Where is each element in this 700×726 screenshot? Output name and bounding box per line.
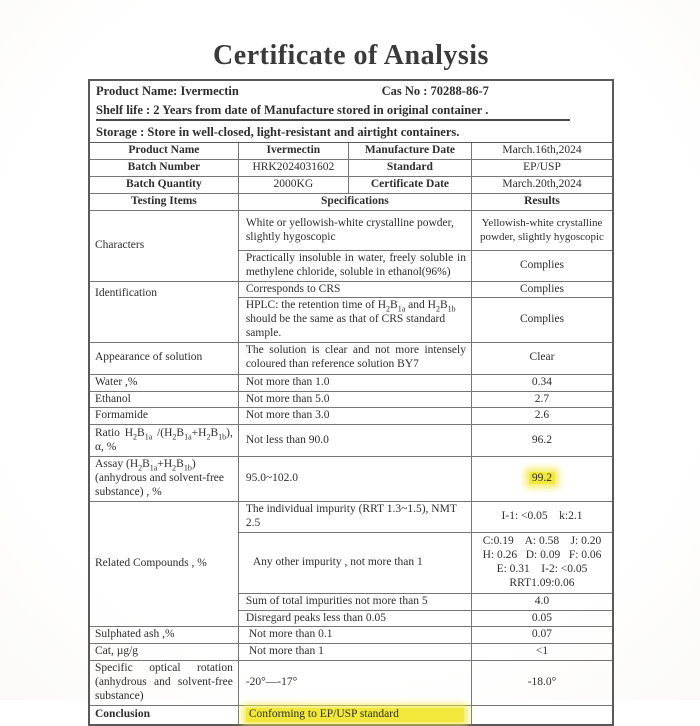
- shelf-life-cell: [89, 101, 613, 123]
- table-row: [89, 408, 613, 425]
- spec-cell: Practically insoluble in water, freely soluble in methylene chloride, soluble in ethanol(96%): [238, 251, 471, 282]
- result-cell: -18.0°: [471, 660, 613, 705]
- item-cell-conclusion: Conclusion: [89, 705, 238, 725]
- info-label: Certificate Date: [348, 177, 471, 194]
- top-product-name: Product Name: Ivermectin: [96, 83, 239, 98]
- conclusion-result-cell: [471, 705, 613, 725]
- info-value: EP/USP: [471, 160, 613, 177]
- product-cas-cell: [89, 80, 613, 101]
- result-cell: I-1: <0.05 k:2.1: [471, 502, 613, 533]
- table-row: [89, 425, 613, 457]
- spec-cell: Corresponds to CRS: [238, 281, 471, 298]
- certificate-table: [88, 79, 614, 726]
- info-value: Ivermectin: [238, 143, 348, 160]
- result-cell: 2.6: [471, 408, 613, 425]
- spec-cell: HPLC: the retention time of $H_2B_{1a}$ and $H_2B_{1b}$ should be the same as that of CRS standard sample.: [238, 298, 471, 342]
- spec-cell: Not more than 3.0: [238, 408, 471, 425]
- spec-cell: 95.0~102.0: [238, 457, 471, 502]
- spec-cell: -20°—-17°: [238, 660, 471, 705]
- result-cell: 0.05: [471, 610, 613, 627]
- table-row: [89, 374, 613, 391]
- column-header-testing-items: Testing Items: [89, 194, 238, 211]
- top-cas-no: Cas No : 70288-86-7: [381, 83, 489, 98]
- result-cell: Complies: [471, 251, 613, 282]
- item-cell-formamide: Formamide: [89, 408, 238, 425]
- info-value: March.20th,2024: [471, 177, 613, 194]
- table-row: [89, 342, 613, 374]
- shelf-life-text: Shelf life : 2 Years from date of Manufacture stored in original container .: [96, 103, 570, 121]
- table-row: [89, 391, 613, 408]
- highlighted-assay-result: 99.2: [529, 472, 555, 484]
- table-row: [89, 457, 613, 502]
- info-label: Manufacture Date: [348, 143, 471, 160]
- spec-cell: The individual impurity (RRT 1.3~1.5), NMT 2.5: [238, 502, 471, 533]
- table-row: [89, 660, 613, 705]
- result-cell: 4.0: [471, 593, 613, 610]
- result-cell: 0.34: [471, 374, 613, 391]
- page-title: Certificate of Analysis: [213, 40, 489, 71]
- info-label: Standard: [348, 160, 471, 177]
- result-cell: [471, 532, 613, 593]
- result-cell: Complies: [471, 281, 613, 298]
- result-cell: 0.07: [471, 627, 613, 644]
- table-row: [89, 281, 613, 298]
- item-cell-identification: Identification: [89, 281, 238, 342]
- column-header-specifications: Specifications: [238, 194, 471, 211]
- spec-cell: [238, 705, 471, 725]
- item-cell-characters: Characters: [89, 211, 238, 282]
- spec-cell: Not more than 1.0: [238, 374, 471, 391]
- result-cell: 96.2: [471, 425, 613, 457]
- item-cell-water: Water ,%: [89, 374, 238, 391]
- result-line: H: 0.26 D: 0.09 F: 0.06: [482, 548, 602, 561]
- item-cell-assay: Assay $(H_2B_{1a}+H_2B_{1b})$ (anhydrous and solvent-free substance) , %: [89, 457, 238, 502]
- result-cell: Complies: [471, 298, 613, 342]
- table-row: [89, 80, 613, 101]
- table-row: [89, 644, 613, 661]
- spec-cell: Not more than 0.1: [238, 627, 471, 644]
- table-header-row: [89, 194, 613, 211]
- column-header-results: Results: [471, 194, 613, 211]
- item-cell-sulphated-ash: Sulphated ash ,%: [89, 627, 238, 644]
- spec-cell: Disregard peaks less than 0.05: [238, 610, 471, 627]
- spec-cell: Not less than 90.0: [238, 425, 471, 457]
- info-value: March.16th,2024: [471, 143, 613, 160]
- result-line: E: 0.31 I-2: <0.05: [496, 562, 588, 575]
- table-row: [89, 502, 613, 533]
- storage-cell: Storage : Store in well-closed, light-resistant and airtight containers.: [89, 123, 613, 143]
- table-row: [89, 177, 613, 194]
- table-row: [89, 123, 613, 143]
- info-value: 2000KG: [238, 177, 348, 194]
- spec-cell: Any other impurity , not more than 1: [238, 532, 471, 593]
- result-cell: <1: [471, 644, 613, 661]
- spec-cell: Not more than 5.0: [238, 391, 471, 408]
- item-cell-related-compounds: Related Compounds , %: [89, 502, 238, 627]
- result-line: RRT1.09:0.06: [509, 576, 575, 589]
- item-cell-ethanol: Ethanol: [89, 391, 238, 408]
- result-cell: Yellowish-white crystalline powder, slightly hygoscopic: [471, 211, 613, 251]
- item-cell-optical-rotation: Specific optical rotation (anhydrous and solvent-free substance): [89, 660, 238, 705]
- info-value: HRK2024031602: [238, 160, 348, 177]
- result-cell: Clear: [471, 342, 613, 374]
- info-label: Batch Number: [89, 160, 238, 177]
- spec-cell: Not more than 1: [238, 644, 471, 661]
- result-cell: [471, 457, 613, 502]
- item-cell-cat: Cat, µg/g: [89, 644, 238, 661]
- table-row: [89, 211, 613, 251]
- info-label: Product Name: [89, 143, 238, 160]
- certificate-document: [88, 40, 614, 726]
- table-row: [89, 160, 613, 177]
- table-row: [89, 705, 613, 725]
- result-cell: 2.7: [471, 391, 613, 408]
- info-label: Batch Quantity: [89, 177, 238, 194]
- item-cell-appearance: Appearance of solution: [89, 342, 238, 374]
- spec-cell: Sum of total impurities not more than 5: [238, 593, 471, 610]
- result-line: C:0.19 A: 0.58 J: 0.20: [482, 535, 602, 548]
- spec-cell: The solution is clear and not more intensely coloured than reference solution BY7: [238, 342, 471, 374]
- highlighted-conclusion: Conforming to EP/USP standard: [246, 708, 464, 722]
- spec-cell: White or yellowish-white crystalline powder, slightly hygoscopic: [238, 211, 471, 251]
- table-row: [89, 101, 613, 123]
- table-row: [89, 143, 613, 160]
- item-cell-ratio: Ratio $H_2B_{1a}$ $/(H_2B_{1a}+H_2B_{1b})$, α, %: [89, 425, 238, 457]
- table-row: [89, 627, 613, 644]
